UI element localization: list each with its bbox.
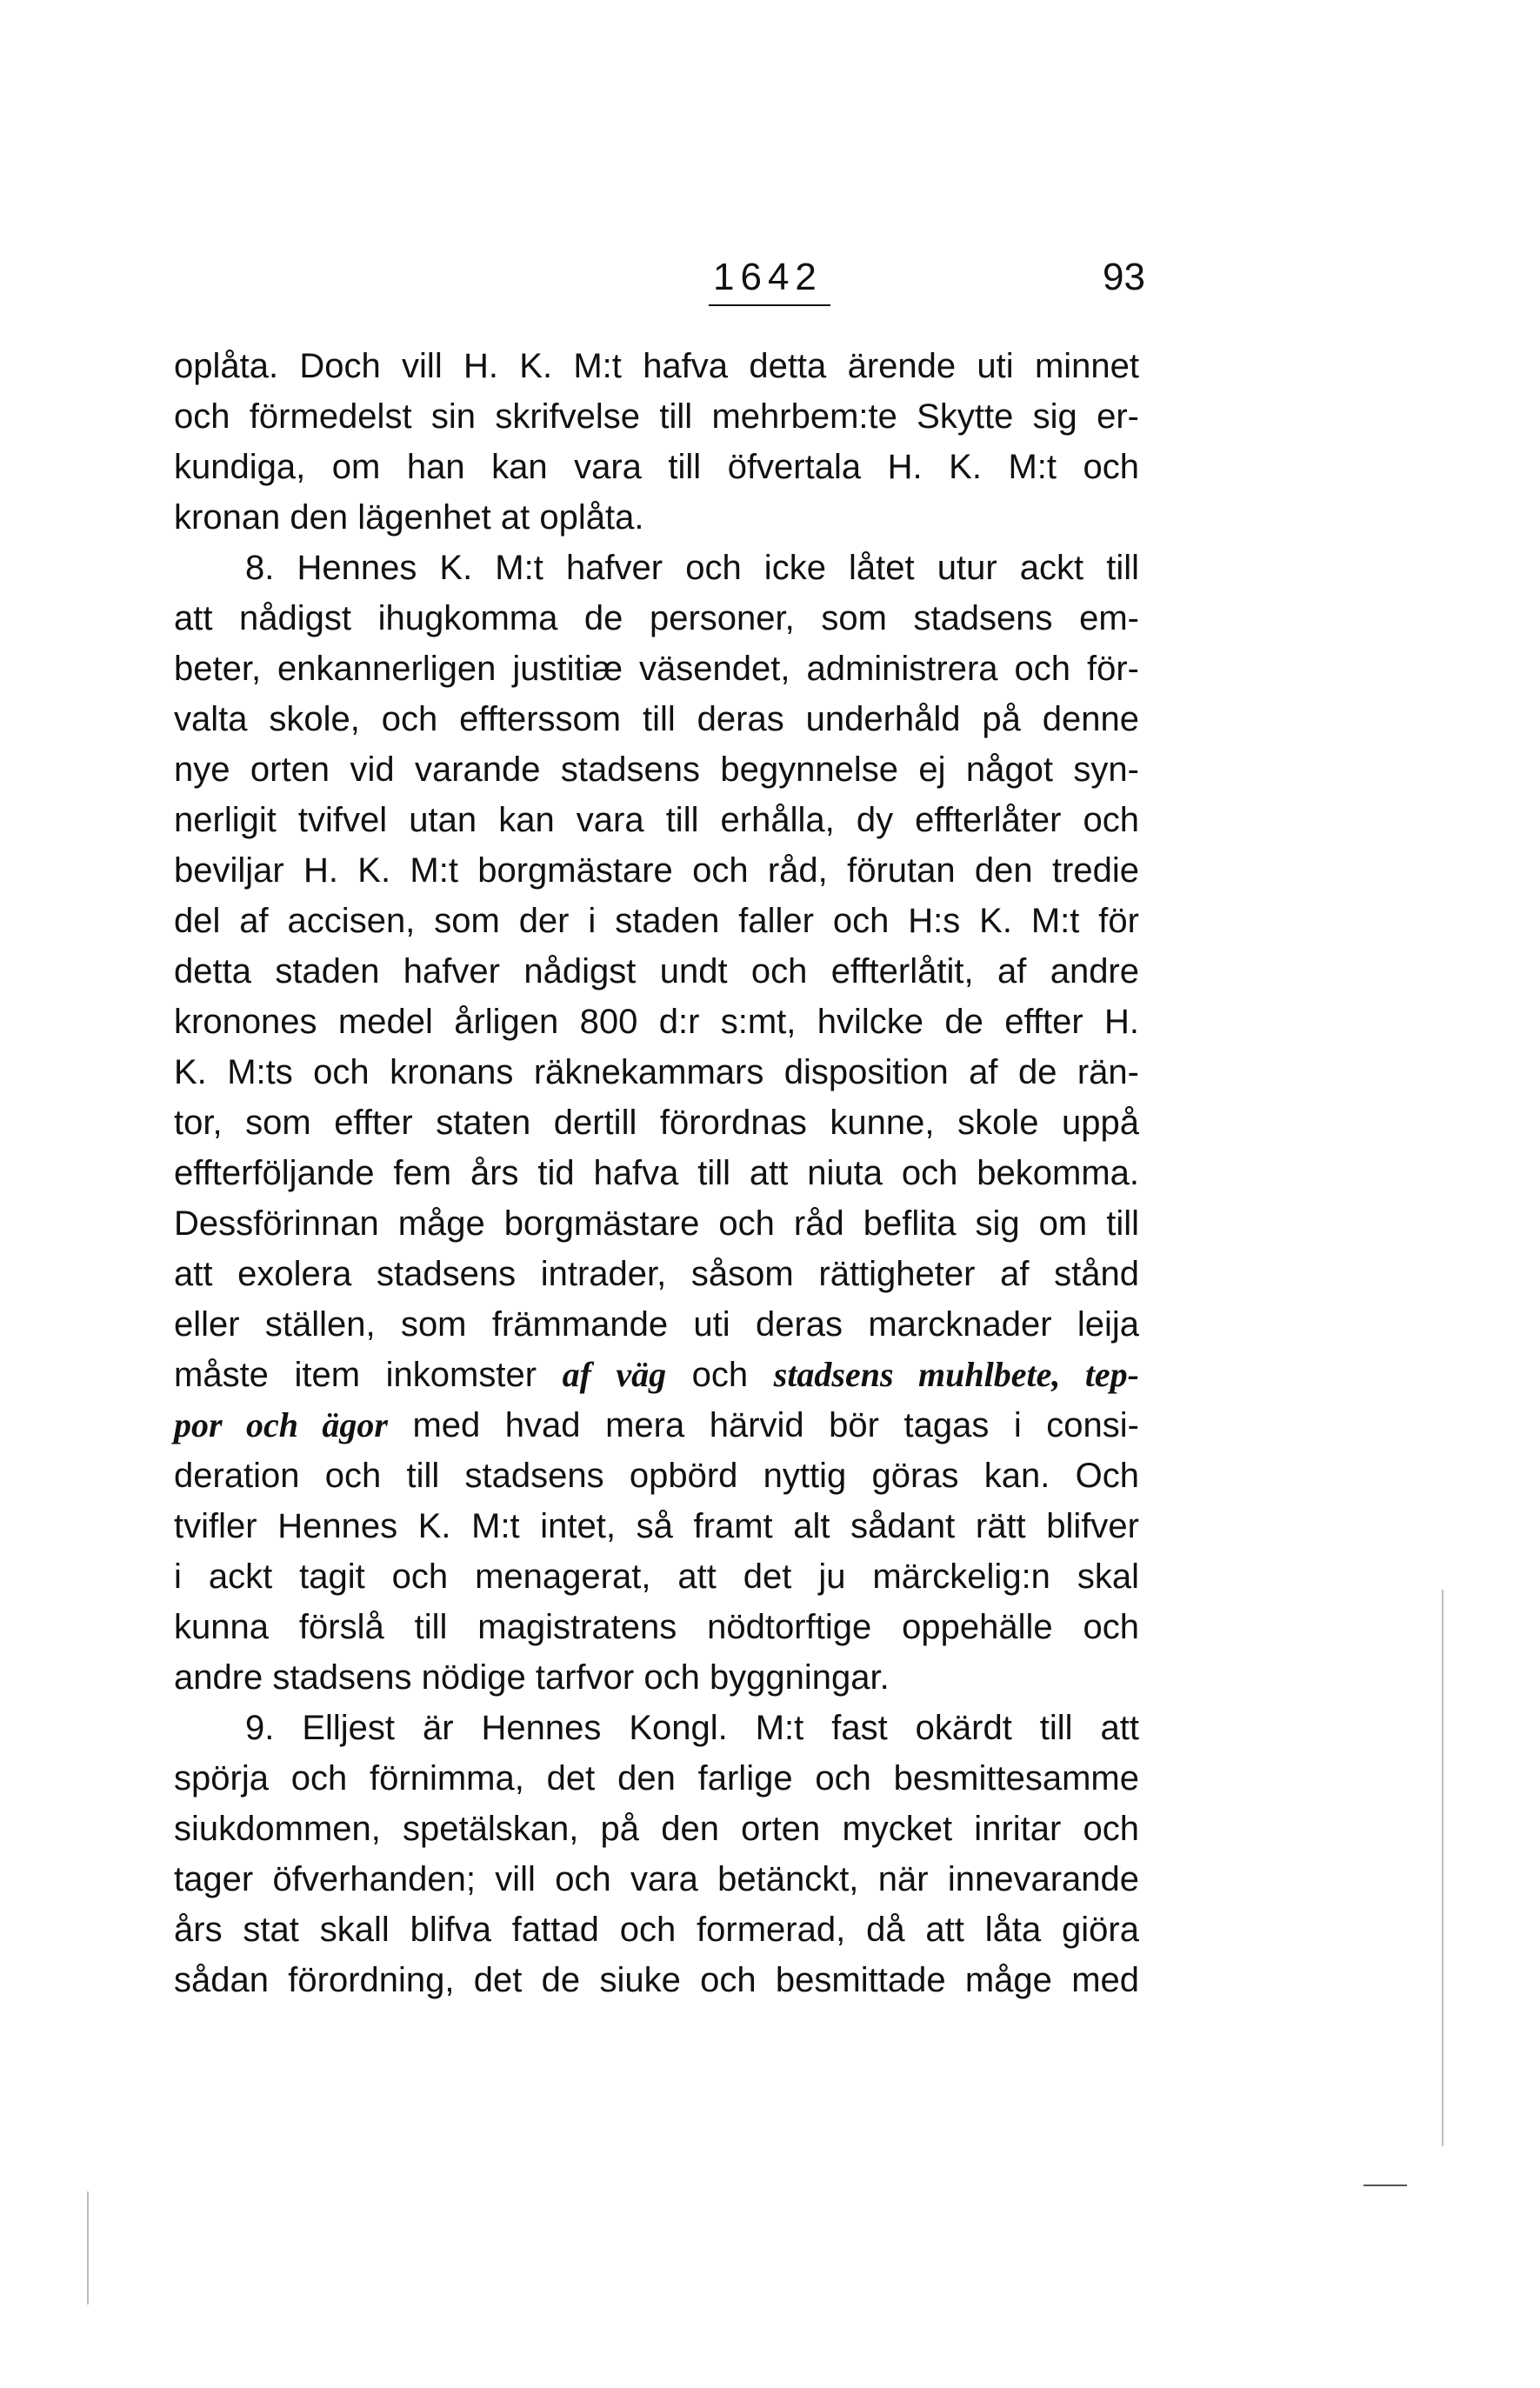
text-line bbox=[174, 1350, 1139, 1400]
margin-mark-right bbox=[1442, 1590, 1443, 2146]
text-line: sådan förordning, det de siuke och besmittade måge med bbox=[174, 1961, 1139, 1999]
italic-segment: por och ägor bbox=[174, 1405, 388, 1444]
year-underline bbox=[709, 304, 830, 306]
text-line: kundiga, om han kan vara till öfvertala H. K. M:t och bbox=[174, 448, 1139, 486]
text-line bbox=[174, 1400, 1139, 1451]
text-line: siukdommen, spetälskan, på den orten mycket inritar och bbox=[174, 1810, 1139, 1848]
margin-dash bbox=[1363, 2185, 1407, 2186]
text-line: del af accisen, som der i staden faller och H:s K. M:t för bbox=[174, 902, 1139, 940]
page-header bbox=[0, 254, 1540, 315]
italic-segment: af väg bbox=[562, 1355, 667, 1394]
text-line: detta staden hafver nådigst undt och effterlåtit, af andre bbox=[174, 952, 1139, 991]
text-line: valta skole, och effterssom till deras underhåld på denne bbox=[174, 700, 1139, 738]
text-line: 8. Hennes K. M:t hafver och icke låtet utur ackt till bbox=[245, 549, 1139, 587]
text-line: i ackt tagit och menagerat, att det ju märckelig:n skal bbox=[174, 1558, 1139, 1596]
text-segment: måste item inkomster bbox=[174, 1356, 563, 1394]
text-segment: och bbox=[666, 1356, 774, 1394]
text-segment: med hvad mera härvid bör tagas i consi- bbox=[387, 1406, 1139, 1444]
text-line: och förmedelst sin skrifvelse till mehrbem:te Skytte sig er- bbox=[174, 397, 1139, 436]
page-number: 93 bbox=[1103, 256, 1145, 298]
text-line: tor, som effter staten dertill förordnas kunne, skole uppå bbox=[174, 1104, 1139, 1142]
body-text bbox=[174, 341, 1139, 2005]
italic-segment: stadsens muhlbete, tep- bbox=[773, 1355, 1139, 1394]
margin-mark-left bbox=[87, 2191, 89, 2305]
text-line: kronones medel årligen 800 d:r s:mt, hvilcke de effter H. bbox=[174, 1003, 1139, 1041]
text-line: tager öfverhanden; vill och vara betänckt, när innevarande bbox=[174, 1860, 1139, 1898]
text-line: spörja och förnimma, det den farlige och besmittesamme bbox=[174, 1759, 1139, 1798]
text-line: att exolera stadsens intrader, såsom rättigheter af stånd bbox=[174, 1255, 1139, 1293]
text-line: års stat skall blifva fattad och formerad, då att låta giöra bbox=[174, 1911, 1139, 1949]
text-line: beter, enkannerligen justitiæ väsendet, administrera och för- bbox=[174, 650, 1139, 688]
text-line: kronan den lägenhet at oplåta. bbox=[174, 498, 644, 537]
text-line: deration och till stadsens opbörd nyttig göras kan. Och bbox=[174, 1457, 1139, 1495]
text-line: beviljar H. K. M:t borgmästare och råd, förutan den tredie bbox=[174, 851, 1139, 890]
text-line: nye orten vid varande stadsens begynnelse ej något syn- bbox=[174, 750, 1139, 789]
text-line: oplåta. Doch vill H. K. M:t hafva detta ärende uti minnet bbox=[174, 347, 1139, 385]
text-line: effterföljande fem års tid hafva till att niuta och bekomma. bbox=[174, 1154, 1139, 1192]
text-line: nerligit tvifvel utan kan vara till erhålla, dy effterlåter och bbox=[174, 801, 1139, 839]
text-line: tvifler Hennes K. M:t intet, så framt alt sådant rätt blifver bbox=[174, 1507, 1139, 1545]
text-line: kunna förslå till magistratens nödtorftige oppehälle och bbox=[174, 1608, 1139, 1646]
text-line: K. M:ts och kronans räknekammars disposition af de rän- bbox=[174, 1053, 1139, 1091]
text-line: att nådigst ihugkomma de personer, som stadsens em- bbox=[174, 599, 1139, 637]
text-line: andre stadsens nödige tarfvor och byggningar. bbox=[174, 1658, 890, 1697]
text-line: 9. Elljest är Hennes Kongl. M:t fast okärdt till att bbox=[245, 1709, 1139, 1747]
year-text: 1642 bbox=[713, 256, 823, 298]
text-line: eller ställen, som främmande uti deras marcknader leija bbox=[174, 1305, 1139, 1344]
text-line: Dessförinnan måge borgmästare och råd beflita sig om till bbox=[174, 1204, 1139, 1243]
